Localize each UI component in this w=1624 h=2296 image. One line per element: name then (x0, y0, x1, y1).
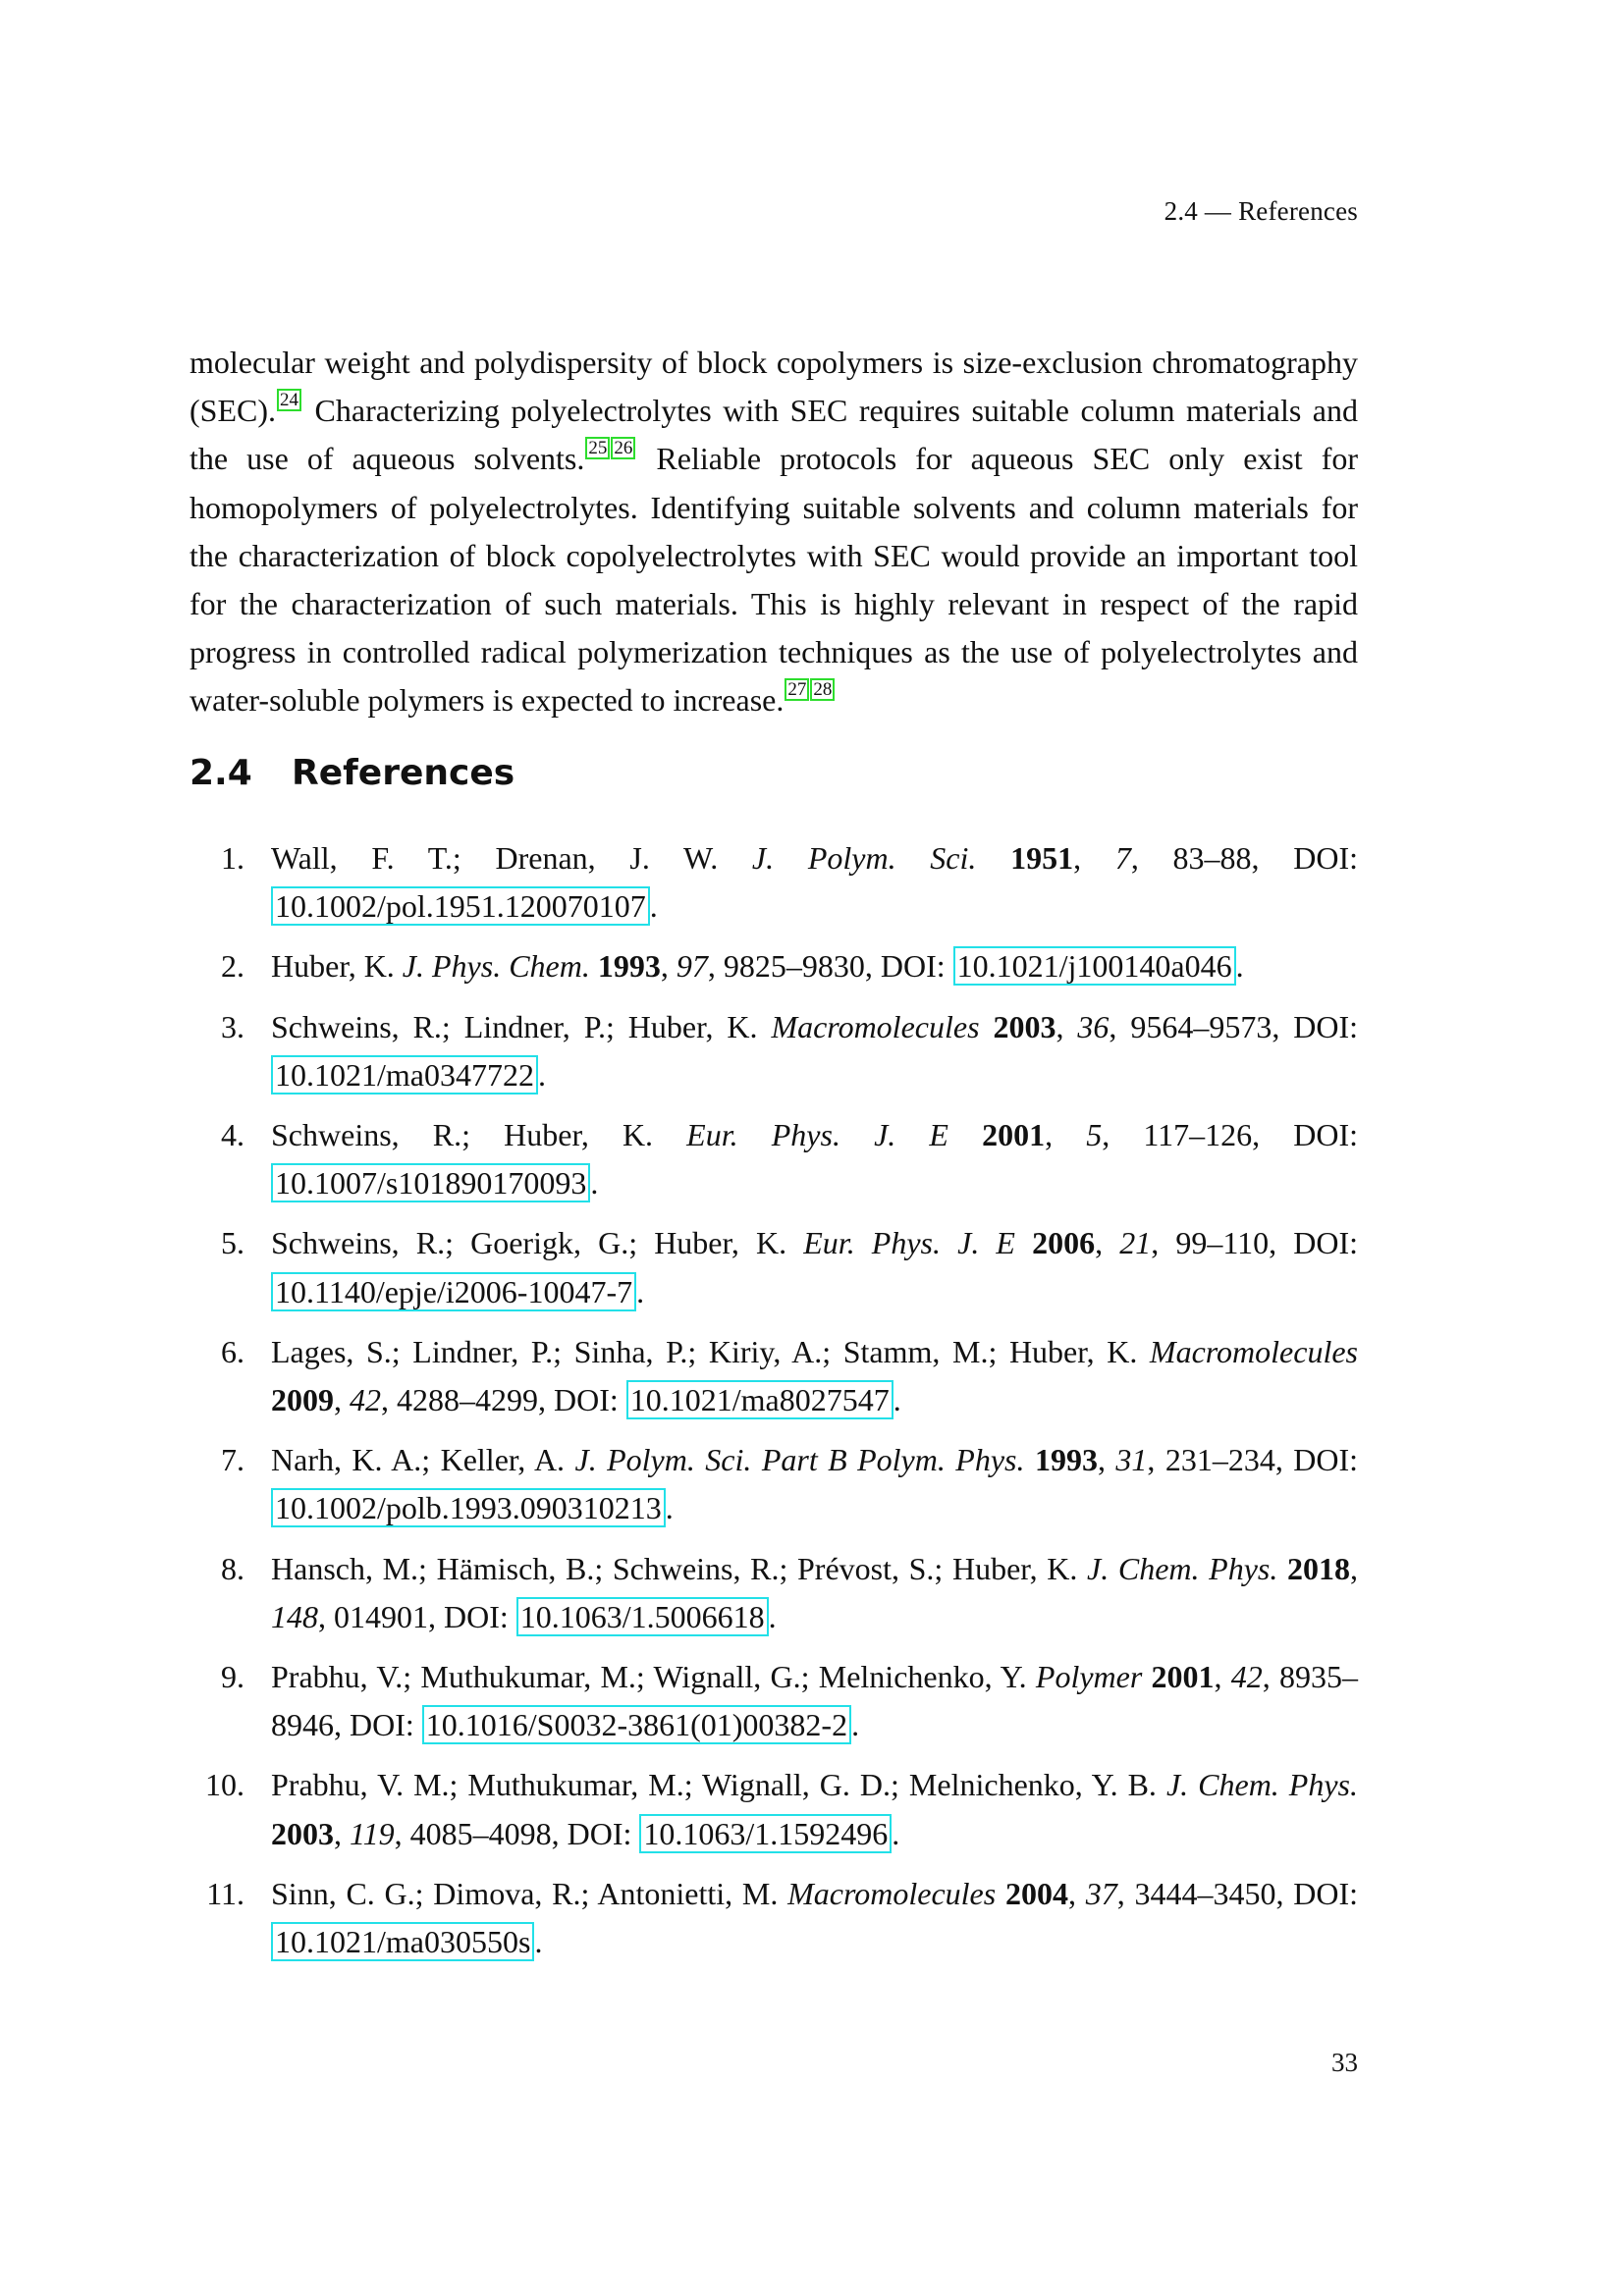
reference-volume: 5 (1086, 1117, 1103, 1153)
reference-item: 2. Huber, K. J. Phys. Chem. 1993, 97, 9825–9830, DOI: 10.1021/j100140a046 . (189, 942, 1358, 990)
reference-item: 4. Schweins, R.; Huber, K. Eur. Phys. J. E 2001, 5, 117–126, DOI: 10.1007/s101890170093 . (189, 1111, 1358, 1207)
reference-journal: J. Phys. Chem. (402, 948, 590, 985)
reference-pages: , 83–88, DOI: (1130, 840, 1359, 876)
section-number: 2.4 (189, 753, 252, 793)
reference-volume: 37 (1085, 1875, 1117, 1911)
reference-authors: Wall, F. T.; Drenan, J. W. (271, 840, 752, 876)
reference-authors: Schweins, R.; Lindner, P.; Huber, K. (271, 1008, 772, 1044)
reference-number: 1. (221, 840, 244, 876)
reference-list (189, 834, 1358, 1978)
reference-item: 7. Narh, K. A.; Keller, A. J. Polym. Sci. Part B Polym. Phys. 1993, 31, 231–234, DOI: 10.1002/polb.1993.090310213 . (189, 1436, 1358, 1532)
reference-journal: J. Chem. Phys. (1087, 1550, 1278, 1586)
reference-volume: 31 (1115, 1442, 1148, 1478)
reference-volume: 42 (1230, 1659, 1263, 1695)
reference-year: 1951 (1010, 840, 1074, 876)
reference-journal: Eur. Phys. J. E (686, 1117, 948, 1153)
citation-28[interactable]: 28 (810, 678, 835, 701)
running-header: 2.4 — References (1164, 196, 1358, 226)
reference-year: 2001 (1151, 1659, 1215, 1695)
reference-year: 2004 (1004, 1875, 1068, 1911)
reference-year: 2003 (271, 1815, 334, 1851)
reference-volume: 21 (1119, 1225, 1152, 1261)
doi-link[interactable]: 10.1063/1.1592496 (639, 1814, 892, 1853)
citation-25[interactable]: 25 (585, 437, 610, 459)
doi-link[interactable]: 10.1007/s101890170093 (271, 1163, 590, 1202)
reference-volume: 42 (350, 1382, 381, 1418)
reference-pages: , 231–234, DOI: (1147, 1442, 1359, 1478)
section-title: References (292, 753, 515, 793)
body-text-segment: Reliable protocols for aqueous SEC only exist for homopolymers of polyelectrolytes. Identifying suitable solvents and column materials for the characterization of block copolyelectrolytes with SEC would provide an important tool for the characterization of such materials. This is highly relevant in respect of the rapid progress in controlled radical polymerization techniques as the use of polyelectrolytes and water-soluble polymers is expected to increase. (189, 441, 1359, 719)
page-number: 33 (1331, 2048, 1358, 2077)
reference-year: 2018 (1287, 1550, 1351, 1586)
reference-authors: Schweins, R.; Goerigk, G.; Huber, K. (271, 1225, 804, 1261)
reference-item: 9. Prabhu, V.; Muthukumar, M.; Wignall, G.; Melnichenko, Y. Polymer 2001, 42, 8935–8946, DOI: 10.1016/S0032-3861(01)00382-2 . (189, 1653, 1358, 1749)
reference-journal: J. Polym. Sci. Part B Polym. Phys. (574, 1442, 1025, 1478)
doi-link[interactable]: 10.1002/pol.1951.120070107 (271, 886, 650, 926)
doi-link[interactable]: 10.1021/ma030550s (271, 1922, 534, 1961)
reference-pages: , 3444–3450, DOI: (1116, 1875, 1359, 1911)
reference-authors: Hansch, M.; Hämisch, B.; Schweins, R.; Prévost, S.; Huber, K. (271, 1550, 1088, 1586)
citation-link[interactable] (785, 678, 836, 701)
reference-authors: Huber, K. (271, 948, 403, 985)
reference-pages: , 4085–4098, DOI: (394, 1815, 640, 1851)
doi-link[interactable]: 10.1021/ma8027547 (626, 1380, 893, 1419)
section-heading (189, 753, 514, 793)
reference-pages: , 4288–4299, DOI: (381, 1382, 626, 1418)
reference-year: 2006 (1032, 1225, 1096, 1261)
reference-number: 11. (206, 1875, 244, 1911)
reference-number: 4. (221, 1117, 244, 1153)
doi-link[interactable]: 10.1140/epje/i2006-10047-7 (271, 1272, 636, 1311)
reference-number: 8. (221, 1550, 244, 1586)
reference-year: 1993 (1034, 1442, 1098, 1478)
reference-number: 6. (221, 1333, 244, 1369)
reference-item: 8. Hansch, M.; Hämisch, B.; Schweins, R.; Prévost, S.; Huber, K. J. Chem. Phys. 2018, 148, 014901, DOI: 10.1063/1.5006618 . (189, 1545, 1358, 1641)
reference-pages: , 014901, DOI: (318, 1598, 516, 1634)
reference-pages: , 8935–8946, DOI: (271, 1659, 1359, 1743)
doi-link[interactable]: 10.1002/polb.1993.090310213 (271, 1488, 666, 1527)
citation-26[interactable]: 26 (611, 437, 635, 459)
reference-year: 2001 (982, 1117, 1046, 1153)
reference-number: 9. (221, 1659, 244, 1695)
reference-item: 1. Wall, F. T.; Drenan, J. W. J. Polym. Sci. 1951, 7, 83–88, DOI: 10.1002/pol.1951.120070107 . (189, 834, 1358, 931)
reference-journal: Macromolecules (1149, 1333, 1358, 1369)
reference-authors: Schweins, R.; Huber, K. (271, 1117, 687, 1153)
reference-authors: Prabhu, V.; Muthukumar, M.; Wignall, G.; Melnichenko, Y. (271, 1659, 1036, 1695)
reference-volume: 7 (1114, 840, 1131, 876)
reference-item: 10. Prabhu, V. M.; Muthukumar, M.; Wignall, G. D.; Melnichenko, Y. B. J. Chem. Phys. 2003, 119, 4085–4098, DOI: 10.1063/1.1592496 . (189, 1761, 1358, 1857)
citation-link[interactable] (585, 437, 636, 459)
reference-pages: , 99–110, DOI: (1151, 1225, 1359, 1261)
reference-number: 2. (221, 948, 244, 985)
reference-item: 6. Lages, S.; Lindner, P.; Sinha, P.; Kiriy, A.; Stamm, M.; Huber, K. Macromolecules 2009, 42, 4288–4299, DOI: 10.1021/ma8027547 . (189, 1328, 1358, 1424)
body-text-segment: molecular weight and polydispersity of block copolymers is size-exclusion chromatography (SEC). (189, 345, 1358, 429)
reference-year: 2003 (993, 1008, 1056, 1044)
reference-authors: Sinn, C. G.; Dimova, R.; Antonietti, M. (271, 1875, 788, 1911)
reference-number: 5. (221, 1225, 244, 1261)
reference-authors: Narh, K. A.; Keller, A. (271, 1442, 575, 1478)
reference-year: 1993 (597, 948, 661, 985)
body-paragraph (189, 339, 1358, 725)
citation-link[interactable] (277, 389, 302, 411)
citation-27[interactable]: 27 (785, 678, 809, 701)
reference-pages: , 9564–9573, DOI: (1109, 1008, 1359, 1044)
reference-pages: , 117–126, DOI: (1102, 1117, 1359, 1153)
reference-journal: J. Polym. Sci. (751, 840, 977, 876)
reference-volume: 36 (1077, 1008, 1110, 1044)
doi-link[interactable]: 10.1016/S0032-3861(01)00382-2 (422, 1705, 851, 1744)
doi-link[interactable]: 10.1063/1.5006618 (516, 1597, 769, 1636)
reference-item: 3. Schweins, R.; Lindner, P.; Huber, K. Macromolecules 2003, 36, 9564–9573, DOI: 10.1021/ma0347722 . (189, 1003, 1358, 1099)
reference-journal: Macromolecules (771, 1008, 980, 1044)
body-text-segment: Characterizing polyelectrolytes with SEC requires suitable column materials and the use of aqueous solvents. (189, 393, 1358, 477)
doi-link[interactable]: 10.1021/j100140a046 (953, 946, 1236, 986)
reference-pages: , 9825–9830, DOI: (707, 948, 953, 985)
reference-volume: 148 (271, 1598, 318, 1634)
reference-journal: J. Chem. Phys. (1165, 1767, 1359, 1803)
reference-year: 2009 (271, 1382, 334, 1418)
reference-volume: 119 (350, 1815, 395, 1851)
reference-authors: Prabhu, V. M.; Muthukumar, M.; Wignall, G. D.; Melnichenko, Y. B. (271, 1767, 1166, 1803)
reference-item: 5. Schweins, R.; Goerigk, G.; Huber, K. Eur. Phys. J. E 2006, 21, 99–110, DOI: 10.1140/epje/i2006-10047-7 . (189, 1219, 1358, 1315)
reference-number: 10. (205, 1767, 244, 1803)
reference-journal: Polymer (1035, 1659, 1143, 1695)
reference-number: 7. (221, 1442, 244, 1478)
reference-item: 11. Sinn, C. G.; Dimova, R.; Antonietti, M. Macromolecules 2004, 37, 3444–3450, DOI: 10.1021/ma030550s . (189, 1870, 1358, 1966)
reference-number: 3. (221, 1008, 244, 1044)
reference-journal: Macromolecules (787, 1875, 997, 1911)
reference-journal: Eur. Phys. J. E (803, 1225, 1015, 1261)
citation-24[interactable]: 24 (277, 389, 301, 411)
doi-link[interactable]: 10.1021/ma0347722 (271, 1055, 538, 1095)
reference-authors: Lages, S.; Lindner, P.; Sinha, P.; Kiriy, A.; Stamm, M.; Huber, K. (271, 1333, 1150, 1369)
reference-volume: 97 (676, 948, 708, 985)
